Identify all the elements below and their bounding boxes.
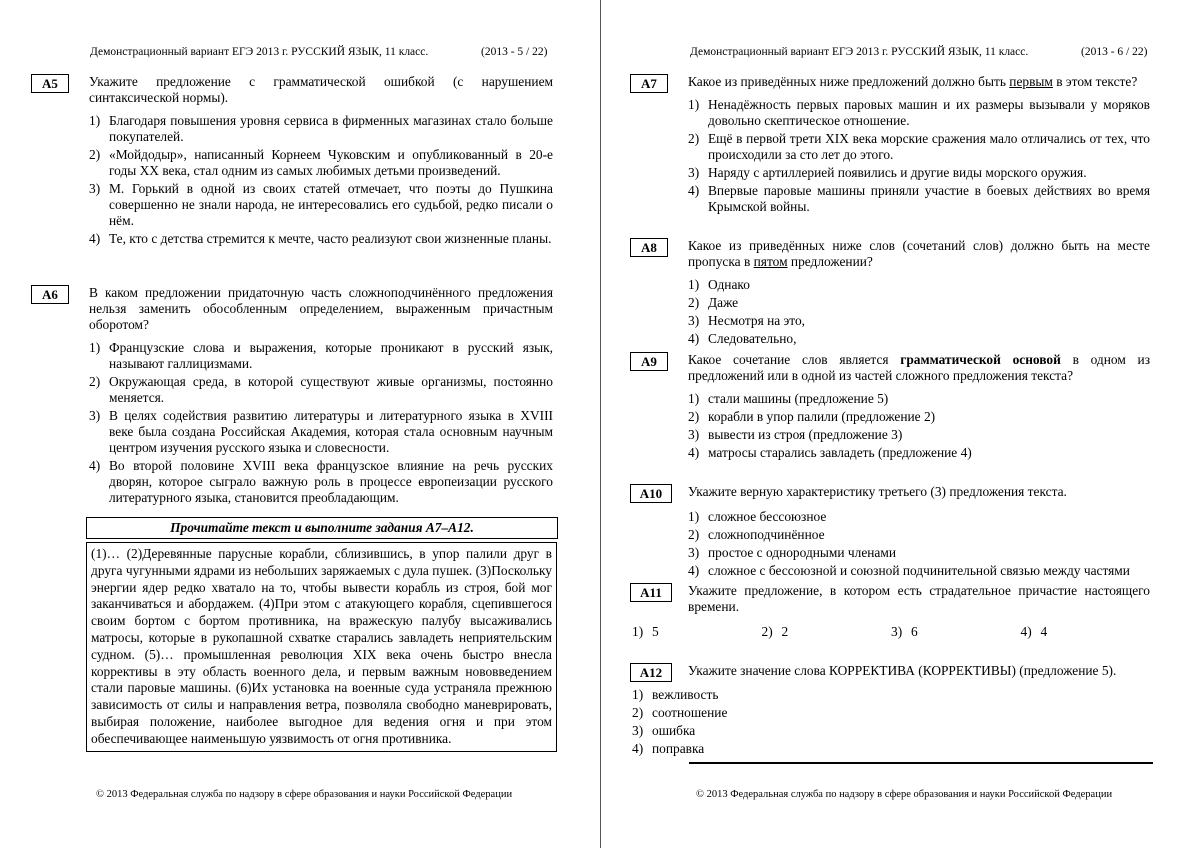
- answer-options: [632, 624, 1150, 642]
- task-question: В каком предложении придаточную часть сложноподчинённого предложения нельзя заменить обособленным определением, выраженным причастным оборотом?: [89, 285, 553, 332]
- answer-option: 2) корабли в упор палили (предложение 2): [688, 409, 936, 424]
- answer-option: 3) 6: [891, 624, 918, 639]
- answer-option: 4) сложное с бессоюзной и союзной подчинительной связью между частями: [688, 563, 1130, 578]
- task-code: А9: [630, 352, 668, 371]
- answer-option: 2) 2: [761, 624, 789, 639]
- bold-phrase: грамматической основой: [900, 352, 1061, 367]
- answer-option: 1) Ненадёжность первых паровых машин и их размеры вызывали у моряков довольно скептическое отношение.: [688, 97, 1150, 128]
- task-code: А6: [31, 285, 69, 304]
- page-footer: © 2013 Федеральная служба по надзору в сфере образования и науки Российской Федерации: [696, 789, 1113, 800]
- task-code: А12: [630, 663, 672, 682]
- answer-option: 2) соотношение: [632, 705, 728, 720]
- task-code: А7: [630, 74, 668, 93]
- answer-option: 4) 4: [1020, 624, 1048, 639]
- page-footer: © 2013 Федеральная служба по надзору в сфере образования и науки Российской Федерации: [96, 789, 513, 800]
- answer-option: 4) Следовательно,: [688, 331, 797, 346]
- answer-option: 4) Впервые паровые машины приняли участие в боевых действиях во время Крымской войны.: [688, 183, 1150, 214]
- answer-option: 3) В целях содействия развитию литературы и литературного языка в XVIII веке была создана Российская Академия, которая стала основным научным центром изучения русского языка и словесности.: [89, 408, 553, 455]
- answer-options: [89, 113, 553, 247]
- answer-options: [688, 391, 1150, 461]
- answer-option: 3) Наряду с артиллерией появились и другие виды морского оружия.: [688, 165, 1087, 180]
- task-question: Какое из приведённых ниже предложений должно быть первым в этом тексте?: [688, 74, 1138, 89]
- task-code: А8: [630, 238, 668, 257]
- task-question: Какое сочетание слов является грамматической основой в одном из предложений или в одной из частей сложного предложения текста?: [688, 352, 1150, 383]
- answer-option: 4) Во второй половине XVIII века французское влияние на речь русских дворян, которое сыграло важную роль в процессе европеизации русского литературного языка, становится преобладающим.: [89, 458, 553, 505]
- task-code: А10: [630, 484, 672, 503]
- answer-option: 2) «Мойдодыр», написанный Корнеем Чуковским и опубликованный в 20-е годы XX века, стал одним из самых любимых детьми произведений.: [89, 147, 553, 178]
- task-code: А5: [31, 74, 69, 93]
- right-page: [601, 0, 1200, 848]
- answer-option: 1) стали машины (предложение 5): [688, 391, 889, 406]
- answer-option: 4) Те, кто с детства стремится к мечте, часто реализуют свои жизненные планы.: [89, 231, 552, 246]
- answer-option: 4) матросы старались завладеть (предложение 4): [688, 445, 972, 460]
- answer-option: 1) Французские слова и выражения, которые проникают в русский язык, называют галлицизмами.: [89, 340, 553, 371]
- page-number: (2013 - 6 / 22): [1081, 46, 1148, 58]
- task-question: Какое из приведённых ниже слов (сочетаний слов) должно быть на месте пропуска в пятом предложении?: [688, 238, 1150, 269]
- answer-option: 3) Несмотря на это,: [688, 313, 806, 328]
- answer-option: 3) ошибка: [632, 723, 696, 738]
- task-question: Укажите предложение, в котором есть страдательное причастие настоящего времени.: [688, 583, 1150, 614]
- task-question: Укажите предложение с грамматической ошибкой (с нарушением синтаксической нормы).: [89, 74, 553, 105]
- answer-option: 1) Однако: [688, 277, 750, 292]
- answer-option: 3) вывести из строя (предложение 3): [688, 427, 903, 442]
- answer-options: [89, 340, 553, 506]
- task-code: А11: [630, 583, 672, 602]
- underlined-word: пятом: [753, 254, 788, 269]
- answer-option: 1) Благодаря повышения уровня сервиса в фирменных магазинах стало больше покупателей.: [89, 113, 553, 144]
- reading-instruction-banner: Прочитайте текст и выполните задания А7–А12.: [86, 517, 558, 539]
- answer-options: [688, 277, 1150, 347]
- answer-option: 4) поправка: [632, 741, 705, 756]
- answer-option: 3) простое с однородными членами: [688, 545, 897, 560]
- answer-options: [630, 97, 1150, 215]
- task-question: Укажите значение слова КОРРЕКТИВА (КОРРЕКТИВЫ) (предложение 5).: [688, 663, 1117, 678]
- answer-options: [632, 687, 1150, 757]
- header-title: Демонстрационный вариант ЕГЭ 2013 г. РУССКИЙ ЯЗЫК, 11 класс.: [690, 46, 1029, 58]
- answer-option: 1) 5: [632, 624, 659, 639]
- answer-option: 2) Даже: [688, 295, 739, 310]
- answer-option: 3) М. Горький в одной из своих статей отмечает, что поэты до Пушкина совершенно не знали народа, не интересовались его судьбой, редко писали о нём.: [89, 181, 553, 228]
- task-question: Укажите верную характеристику третьего (3) предложения текста.: [688, 484, 1067, 499]
- answer-option: 2) Окружающая среда, в которой существуют живые организмы, постоянно меняется.: [89, 374, 553, 405]
- page-header: [90, 46, 428, 58]
- page-number: (2013 - 5 / 22): [481, 46, 548, 58]
- answer-option: 2) сложноподчинённое: [688, 527, 825, 542]
- page-header: [690, 46, 1028, 58]
- header-title: Демонстрационный вариант ЕГЭ 2013 г. РУССКИЙ ЯЗЫК, 11 класс.: [90, 46, 429, 58]
- answer-option: 1) сложное бессоюзное: [688, 509, 827, 524]
- answer-option: 2) Ещё в первой трети XIX века морские сражения мало отличались от тех, что происходили за сто лет до этого.: [688, 131, 1150, 162]
- answer-option: 1) вежливость: [632, 687, 719, 702]
- reading-text: (1)… (2)Деревянные парусные корабли, сблизившись, в упор палили друг в друга чугунными ядрами из небольших заряжаемых с дула пушек. (3)Поскольку энергии ядер редко хватало на то, чтобы вывести корабль из строя, бой мог заканчиваться и абордажем. (4)При этом с атакующего корабля, сцепившегося своим бортом с бортом противника, на вражескую палубу высаживались матросы, которые в рукопашной схватке старались завладеть неприятельским судном. (5)… промышленная революция XIX века очень быстро внесла коррективы в эту область военного дела, и первым важным нововведением стали паровые машины. (6)Их установка на военные суда устраняла прежнюю зависимость от силы и направления ветра, позволяла свободно маневрировать, выбирая положение, наиболее выгодное для ведения огня и при этом обеспечивающее наименьшую уязвимость от огня противника.: [86, 542, 557, 752]
- underlined-word: первым: [1009, 74, 1053, 89]
- answer-options: [688, 509, 1160, 579]
- section-end-rule: [689, 762, 1153, 764]
